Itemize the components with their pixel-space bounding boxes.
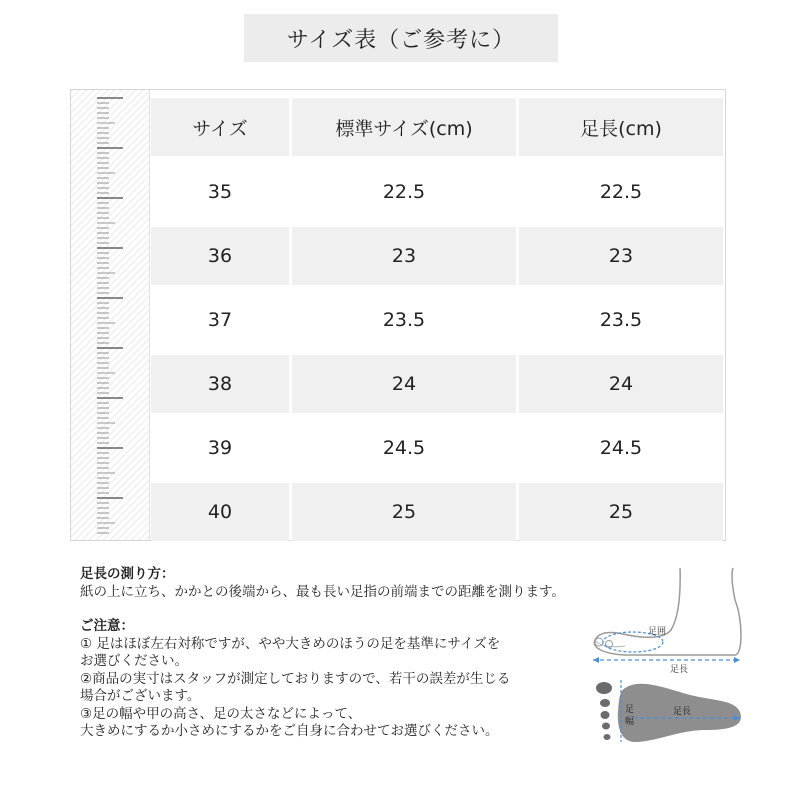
table-cell: 23: [519, 227, 723, 285]
caution-line: 場合がございます。: [80, 688, 201, 704]
caution-line: 大きめにするか小さめにするかをご自身に合わせてお選びください。: [80, 723, 499, 739]
measure-heading: 足長の測り方：: [80, 566, 175, 582]
table-cell: 40: [151, 483, 289, 541]
table-cell: 24.5: [599, 437, 643, 459]
table-cell: 24: [519, 355, 723, 413]
table-header-cell: 足長(cm): [519, 98, 723, 156]
label-width-1: 足: [625, 705, 635, 715]
ruler-icon: [71, 90, 149, 540]
table-cell: 23.5: [382, 309, 426, 331]
table-cell: 38: [151, 355, 289, 413]
table-cell: 23.5: [599, 309, 643, 331]
ruler-decoration: [71, 90, 150, 540]
table-cell: 36: [151, 227, 289, 285]
table-cell: 37: [207, 309, 233, 331]
caution-line: お選びください。: [80, 653, 188, 669]
foot-side-icon: [593, 568, 741, 675]
table-cell: 22.5: [382, 181, 426, 203]
footprint-icon: [596, 680, 741, 742]
label-width-2: 幅: [625, 717, 635, 727]
label-length-bottom: 足長: [673, 707, 692, 717]
table-cell: 39: [207, 437, 233, 459]
label-length-top: 足長: [670, 665, 689, 675]
page-title: サイズ表（ご参考に）: [244, 14, 558, 62]
table-cell: 25: [292, 483, 516, 541]
caution-line: ③足の幅や甲の高さ、足の太さなどによって、: [80, 705, 362, 722]
table-cell: 25: [519, 483, 723, 541]
table-cell: 24.5: [382, 437, 426, 459]
table-cell: 35: [207, 181, 233, 203]
caution-line: ① 足はほぼ左右対称ですが、やや大きめのほうの足を基準にサイズを: [80, 635, 501, 652]
caution-heading: ご注意：: [80, 618, 134, 634]
notes-section: [80, 566, 600, 741]
caution-line: ②商品の実寸はスタッフが測定しておりますので、若干の誤差が生じる: [80, 670, 511, 687]
label-girth: 足囲: [648, 627, 667, 637]
table-cell: 23: [292, 227, 516, 285]
table-cell: 22.5: [599, 181, 643, 203]
foot-measure-illustration: [585, 560, 745, 785]
table-header-cell: 標準サイズ(cm): [292, 98, 516, 156]
measure-text: 紙の上に立ち、かかとの後端から、最も長い足指の前端までの距離を測ります。: [80, 583, 565, 600]
size-table: [70, 89, 726, 541]
table-cell: 24: [292, 355, 516, 413]
table-header-cell: サイズ: [151, 98, 289, 156]
